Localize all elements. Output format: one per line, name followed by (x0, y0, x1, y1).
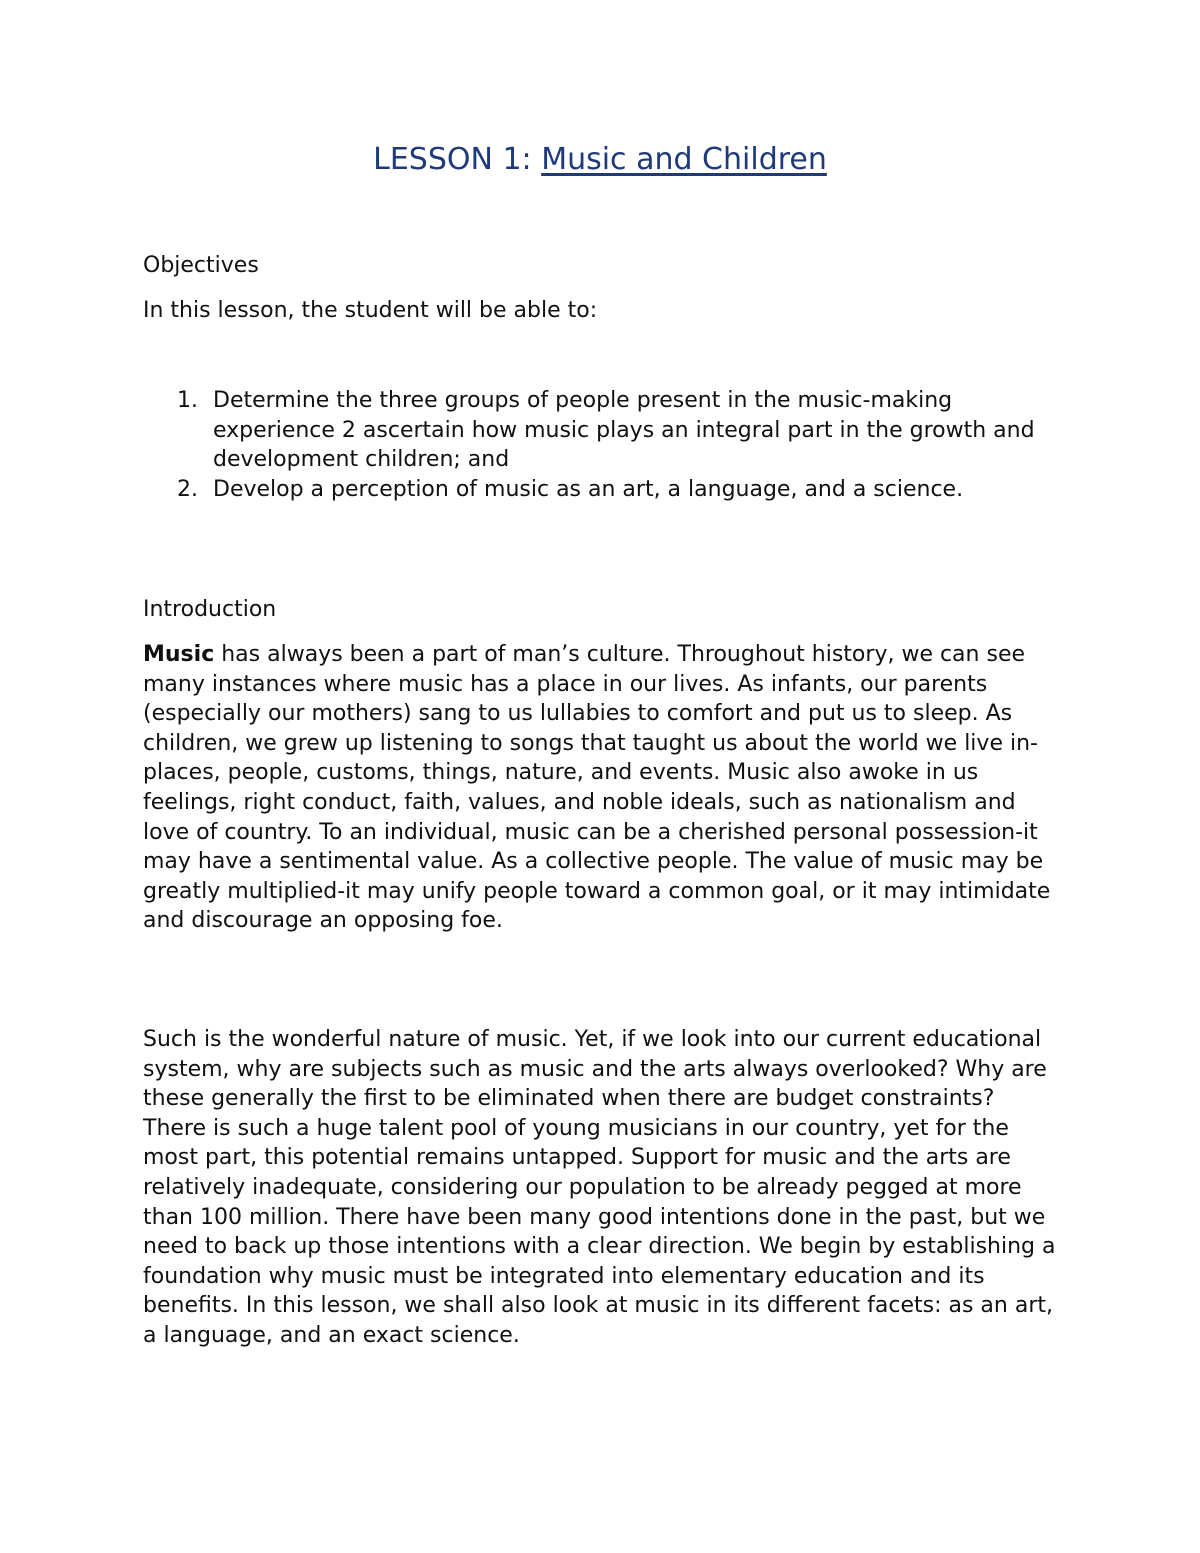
objectives-intro: In this lesson, the student will be able to: (143, 298, 598, 323)
objectives-heading: Objectives (143, 253, 259, 278)
objective-number: 1. (177, 388, 198, 413)
objective-item (143, 386, 1063, 475)
introduction-paragraph-1 (143, 640, 1063, 936)
objective-number: 2. (177, 476, 198, 502)
lesson-title-prefix: LESSON 1: (373, 142, 542, 177)
paragraph-bold-lead: Music (143, 642, 215, 667)
paragraph-1-body: has always been a part of man’s culture. Throughout history, we can see many instances where music has a place in our lives. As infants, our parents (especially our mothers) sang to us lullabies to comfort and put us to sleep. As children, we grew up listening to songs that taught us about the world we live in-places, people, customs, things, nature, and events. Music also awoke in us feelings, right conduct, faith, values, and noble ideals, such as nationalism and love of country. To an individual, music can be a cherished personal possession-it may have a sentimental value. As a collective people. The value of music may be greatly multiplied-it may unify people toward a common goal, or it may intimidate and discourage an opposing foe. (143, 642, 1051, 934)
introduction-heading: Introduction (143, 597, 277, 622)
introduction-paragraph-2: Such is the wonderful nature of music. Yet, if we look into our current educational system, why are subjects such as music and the arts always overlooked? Why are these generally the first to be eliminated when there are budget constraints? There is such a huge talent pool of young musicians in our country, yet for the most part, this potential remains untapped. Support for music and the arts are relatively inadequate, considering our population to be already pegged at more than 100 million. There have been many good intentions done in the past, but we need to back up those intentions with a clear direction. We begin by establishing a foundation why music must be integrated into elementary education and its benefits. In this lesson, we shall also look at music in its different facets: as an art, a language, and an exact science. (143, 1027, 1056, 1348)
lesson-title (0, 140, 1200, 180)
objective-item (143, 475, 1063, 505)
objective-text: Develop a perception of music as an art, a language, and a science. (213, 476, 964, 502)
objective-text: Determine the three groups of people present in the music-making experience 2 ascertain how music plays an integral part in the growth and development children; and (213, 388, 1035, 473)
objectives-list (143, 386, 1063, 504)
lesson-title-topic: Music and Children (541, 142, 827, 177)
